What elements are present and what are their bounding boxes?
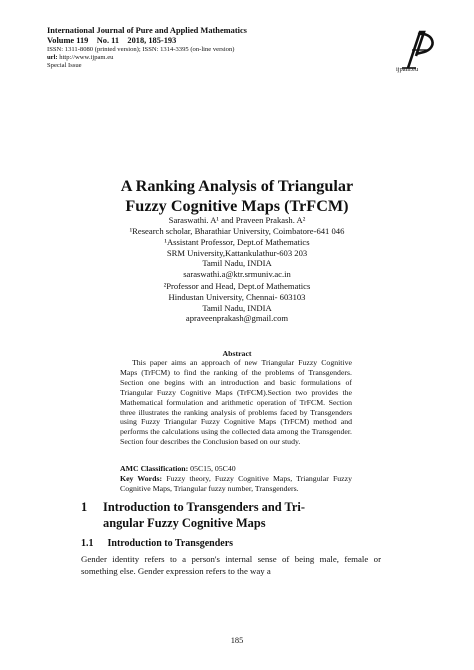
section-number: 1 <box>81 500 88 514</box>
subsection-heading <box>81 538 233 549</box>
affiliation-line: Tamil Nadu, INDIA <box>202 302 272 313</box>
affiliation-line: Hindustan University, Chennai- 603103 <box>168 291 306 302</box>
special-issue-line: Special Issue <box>47 62 82 70</box>
page-number: 185 <box>230 636 244 645</box>
subsection-title: Introduction to Transgenders <box>107 538 234 549</box>
affiliation-line: ²Professor and Head, Dept.of Mathematics <box>163 281 311 291</box>
subsection-number: 1.1 <box>81 538 94 549</box>
authors: Saraswathi. A¹ and Praveen Prakash. A² <box>168 215 306 225</box>
body-paragraph: Gender identity refers to a person's internal sense of being male, female or something else. Gender expression refers to the way a <box>81 554 381 576</box>
keywords-value: Fuzzy theory, Fuzzy Cognitive Maps, Triangular Fuzzy Cognitive Maps, Triangular fuzzy number, Transgenders. <box>120 474 352 493</box>
amc-label: AMC Classification: <box>120 464 189 473</box>
section-title-line: Introduction to Transgenders and Tri- <box>103 500 305 514</box>
title-line: A Ranking Analysis of Triangular <box>120 177 354 195</box>
journal-header <box>47 26 387 71</box>
abstract-heading: Abstract <box>222 349 252 358</box>
journal-name: International Journal of Pure and Applied Mathematics <box>47 26 247 35</box>
url-line <box>47 54 387 62</box>
keywords-label: Key Words: <box>120 474 163 483</box>
affiliation-line: ¹Research scholar, Bharathiar University, Coimbatore-641 046 <box>129 226 345 236</box>
affiliation-2 <box>47 281 427 324</box>
section-title-line: angular Fuzzy Cognitive Maps <box>103 515 266 530</box>
title-line: Fuzzy Cognitive Maps (TrFCM) <box>125 197 349 215</box>
amc-value: 05C15, 05C40 <box>188 464 236 473</box>
affiliation-line: SRM University,Kattankulathur-603 203 <box>166 247 308 258</box>
volume-line: Volume 119 No. 11 2018, 185-193 <box>47 36 177 45</box>
affiliation-line: ¹Assistant Professor, Dept.of Mathematics <box>164 236 310 247</box>
issn-line: ISSN: 1311-8080 (printed version); ISSN: 1314-3395 (on-line version) <box>47 46 235 53</box>
journal-url[interactable]: http://www.ijpam.eu <box>59 54 114 62</box>
amc-classification <box>120 464 352 474</box>
logo-caption: ijpam.eu <box>396 66 419 73</box>
section-heading <box>81 500 363 531</box>
email-2[interactable]: apraveenprakash@gmail.com <box>185 313 289 324</box>
url-label: url: <box>47 54 58 62</box>
abstract-text: This paper aims an approach of new Triangular Fuzzy Cognitive Maps (TrFCM) to find the ranking of the problems of Transgenders. Section one begins with an introduction and basic formulations of Triangular Fuzzy Cognitive Maps (TrFCM).Section two provides the Mathematical formulation and arithmetic operation of TrFCM. Section three illustrates the ranking analysis of problems faced by Transgenders using Fuzzy Triangular Fuzzy Cognitive Maps (TrFCM) method and performs the calculations using the collected data among the Transgender. Section four describes the Conclusion based on our study. <box>120 358 352 447</box>
keywords <box>120 474 352 494</box>
affiliation-line: Tamil Nadu, INDIA <box>202 258 272 269</box>
paper-title <box>47 176 427 216</box>
affiliation-1 <box>47 226 427 280</box>
email-1[interactable]: saraswathi.a@ktr.srmuniv.ac.in <box>183 269 291 280</box>
